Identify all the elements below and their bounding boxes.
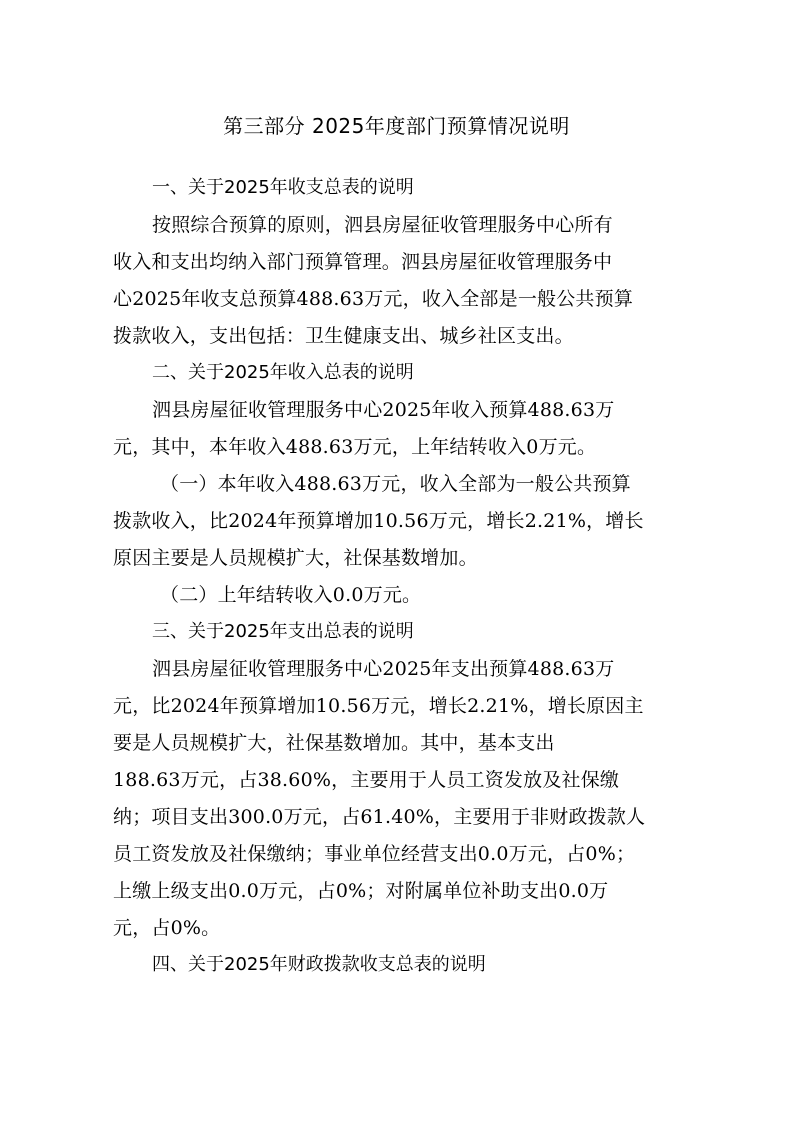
text-line: 按照综合预算的原则，泗县房屋征收管理服务中心所有 [152, 214, 613, 236]
section-2-paragraph-1 [113, 392, 690, 466]
section-heading-1: 一、关于2025年收支总表的说明 [152, 177, 414, 198]
text-line: 收入和支出均纳入部门预算管理。泗县房屋征收管理服务中 [113, 251, 613, 273]
text-line: 元，其中，本年收入488.63万元，上年结转收入0万元。 [113, 436, 597, 458]
section-heading-4: 四、关于2025年财政拨款收支总表的说明 [152, 954, 486, 975]
text-line: 元，占0%。 [113, 917, 221, 939]
text-line: 泗县房屋征收管理服务中心2025年支出预算488.63万 [152, 658, 615, 680]
section-heading-3: 三、关于2025年支出总表的说明 [152, 621, 414, 642]
text-line: 元，比2024年预算增加10.56万元，增长2.21%，增长原因主 [113, 695, 644, 717]
text-line: 上缴上级支出0.0万元，占0%；对附属单位补助支出0.0万 [113, 880, 609, 902]
text-line: 要是人员规模扩大，社保基数增加。其中，基本支出 [113, 732, 555, 754]
text-line: 原因主要是人员规模扩大，社保基数增加。 [113, 547, 478, 569]
text-line: （二）上年结转收入0.0万元。 [160, 584, 422, 606]
section-2-paragraph-2 [113, 466, 690, 577]
section-3-paragraph-1 [113, 651, 690, 947]
text-line: 拨款收入，支出包括：卫生健康支出、城乡社区支出。 [113, 325, 574, 347]
document-body [113, 170, 690, 984]
text-line: 泗县房屋征收管理服务中心2025年收入预算488.63万 [152, 399, 615, 421]
page-title: 第三部分 2025年度部门预算情况说明 [223, 114, 570, 138]
section-heading-2: 二、关于2025年收入总表的说明 [152, 362, 414, 383]
text-line: （一）本年收入488.63万元，收入全部为一般公共预算 [160, 473, 631, 495]
text-line: 拨款收入，比2024年预算增加10.56万元，增长2.21%，增长 [113, 510, 644, 532]
text-line: 188.63万元，占38.60%，主要用于人员工资发放及社保缴 [113, 769, 620, 791]
text-line: 心2025年收支总预算488.63万元，收入全部是一般公共预算 [113, 288, 634, 310]
section-1-paragraph-1 [113, 207, 690, 355]
text-line: 员工资发放及社保缴纳；事业单位经营支出0.0万元，占0%； [113, 843, 636, 865]
section-2-paragraph-3 [113, 577, 690, 614]
text-line: 纳；项目支出300.0万元，占61.40%，主要用于非财政拨款人 [113, 806, 646, 828]
